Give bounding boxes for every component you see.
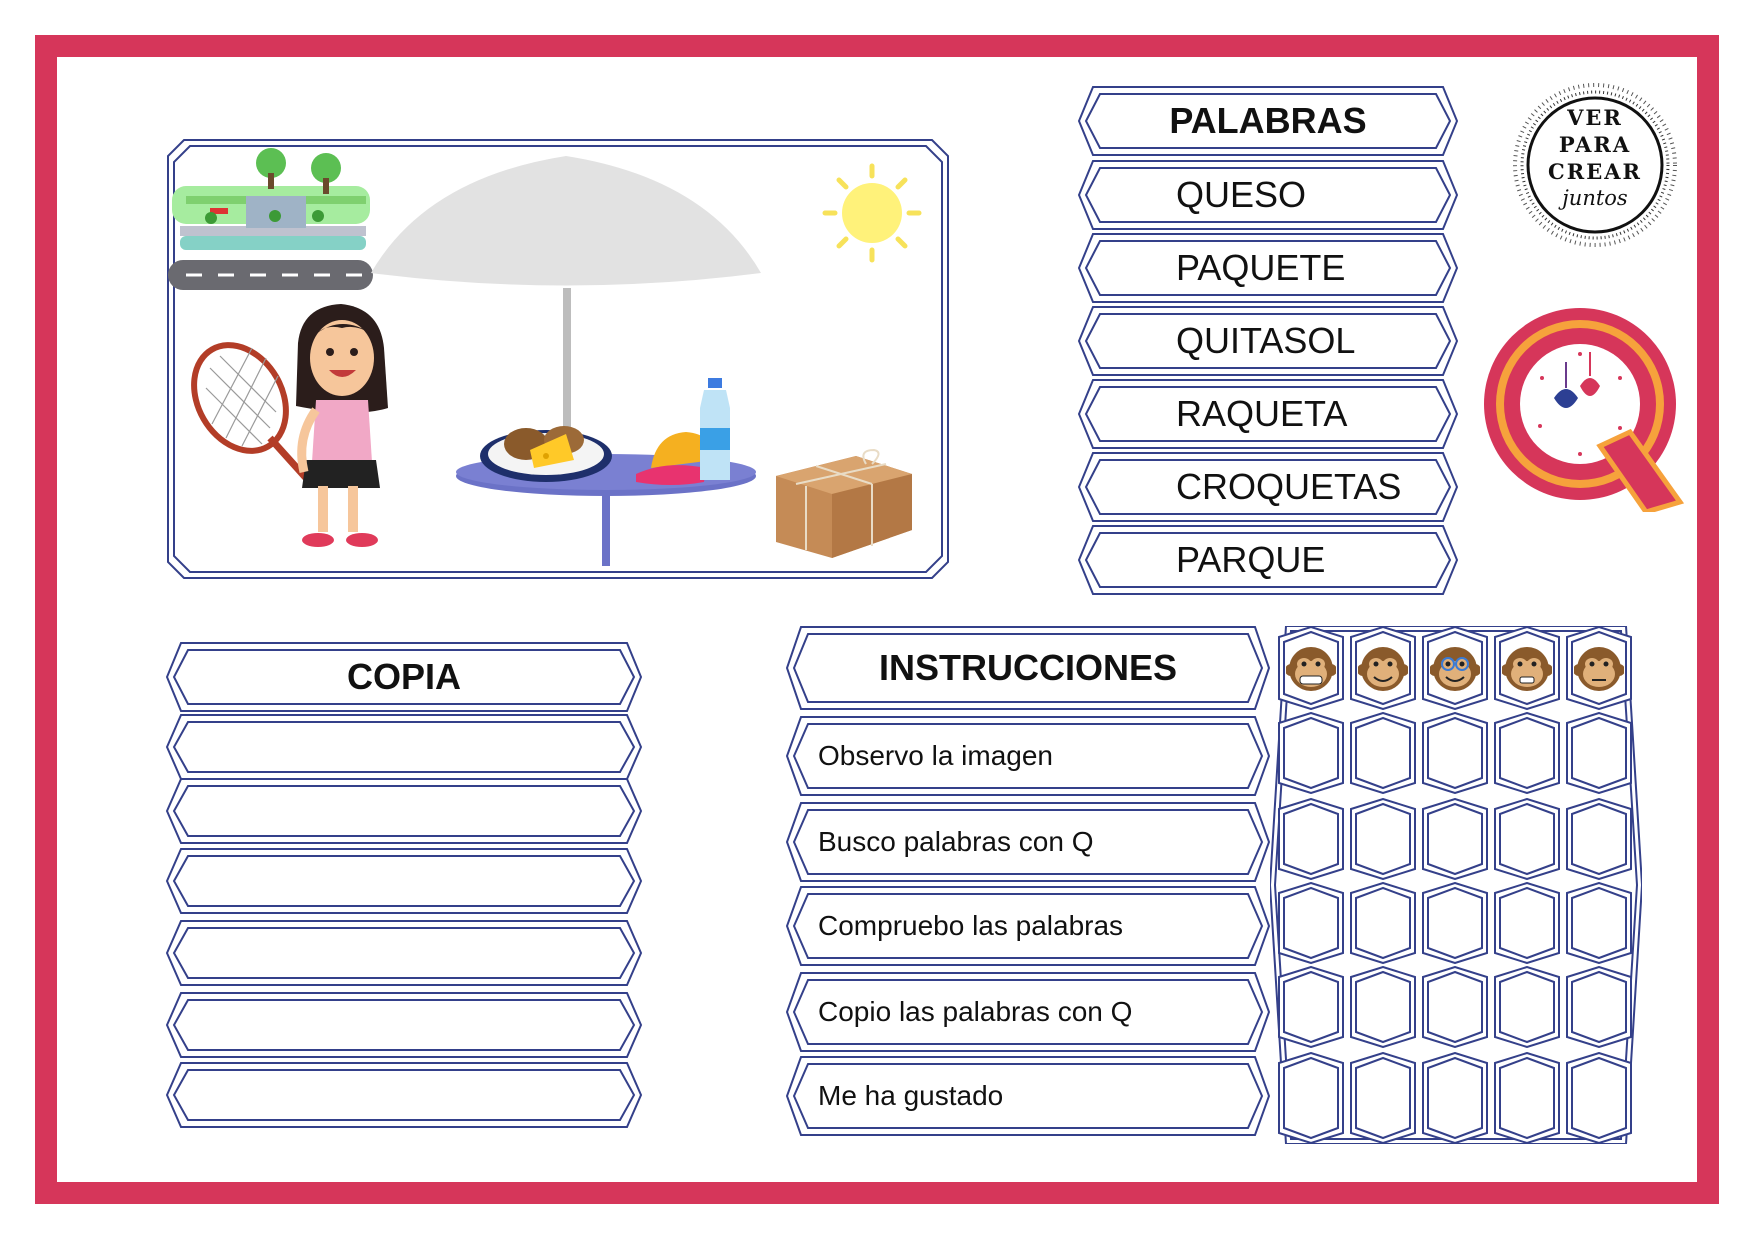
rating-checkbox[interactable] <box>1494 882 1560 964</box>
copia-write-line[interactable] <box>166 778 642 844</box>
instruccion-item <box>786 802 1270 882</box>
palabra-item <box>1078 306 1458 376</box>
rating-checkbox[interactable] <box>1494 1052 1560 1144</box>
rating-checkbox[interactable] <box>1566 798 1632 880</box>
palabras-header <box>1078 86 1458 156</box>
rating-header-cell <box>1278 626 1344 710</box>
glasses-monkey-icon <box>1430 644 1480 699</box>
rating-checkbox[interactable] <box>1278 712 1344 794</box>
copia-write-line[interactable] <box>166 714 642 780</box>
instruccion-item <box>786 972 1270 1052</box>
instruccion-item <box>786 716 1270 796</box>
logo-line-3: CREAR <box>1548 159 1642 184</box>
rating-checkbox[interactable] <box>1278 966 1344 1048</box>
logo-line-2: PARA <box>1558 132 1632 157</box>
park-icon <box>168 148 373 290</box>
palabras-header-label: PALABRAS <box>1169 100 1367 141</box>
rating-checkbox[interactable] <box>1278 882 1344 964</box>
instruccion-item <box>786 886 1270 966</box>
palabra-item-label: PARQUE <box>1176 539 1326 580</box>
instruccion-item-label: Me ha gustado <box>818 1080 1004 1111</box>
scene-illustration <box>166 138 950 580</box>
copia-write-line[interactable] <box>166 992 642 1058</box>
rating-checkbox[interactable] <box>1422 966 1488 1048</box>
instruccion-item-label: Compruebo las palabras <box>818 910 1124 941</box>
rating-checkbox[interactable] <box>1422 798 1488 880</box>
copia-write-line[interactable] <box>166 1062 642 1128</box>
rating-checkbox[interactable] <box>1494 712 1560 794</box>
copia-write-line[interactable] <box>166 920 642 986</box>
palabra-item <box>1078 452 1458 522</box>
logo-line-1: VER <box>1567 105 1623 130</box>
instruccion-item-label: Observo la imagen <box>818 740 1054 771</box>
copia-header <box>166 642 642 712</box>
instrucciones-header-label: INSTRUCCIONES <box>878 647 1178 688</box>
rating-checkbox[interactable] <box>1494 798 1560 880</box>
rating-checkbox[interactable] <box>1350 712 1416 794</box>
rating-header-cell <box>1350 626 1416 710</box>
rating-header-cell <box>1422 626 1488 710</box>
rating-checkbox[interactable] <box>1278 798 1344 880</box>
nervous-monkey-icon <box>1502 644 1552 699</box>
palabra-item-label: CROQUETAS <box>1176 466 1402 507</box>
sun-icon <box>825 166 919 260</box>
logo-line-4: juntos <box>1562 186 1628 210</box>
girl-tennis-icon <box>176 304 388 547</box>
rating-checkbox[interactable] <box>1566 966 1632 1048</box>
rating-checkbox[interactable] <box>1422 712 1488 794</box>
rating-checkbox[interactable] <box>1494 966 1560 1048</box>
palabra-item <box>1078 233 1458 303</box>
rating-checkbox[interactable] <box>1350 966 1416 1048</box>
copia-write-line[interactable] <box>166 848 642 914</box>
instruccion-item <box>786 1056 1270 1136</box>
letter-q-badge <box>1480 306 1686 512</box>
rating-checkbox[interactable] <box>1566 1052 1632 1144</box>
rating-header-cell <box>1494 626 1560 710</box>
instruccion-item-label: Busco palabras con Q <box>818 826 1094 857</box>
package-icon <box>776 450 912 558</box>
rating-checkbox[interactable] <box>1350 882 1416 964</box>
instrucciones-header <box>786 626 1270 710</box>
rating-header-cell <box>1566 626 1632 710</box>
rating-checkbox[interactable] <box>1278 1052 1344 1144</box>
instruccion-item-label: Copio las palabras con Q <box>818 996 1133 1027</box>
copia-header-label: COPIA <box>346 656 461 697</box>
palabra-item <box>1078 379 1458 449</box>
palabra-item <box>1078 160 1458 230</box>
palabra-item-label: QUITASOL <box>1176 320 1356 361</box>
rating-checkbox[interactable] <box>1350 798 1416 880</box>
rating-checkbox[interactable] <box>1422 1052 1488 1144</box>
palabra-item-label: QUESO <box>1176 174 1307 215</box>
neutral-monkey-icon <box>1574 644 1624 699</box>
grinning-monkey-icon <box>1286 644 1336 699</box>
rating-checkbox[interactable] <box>1422 882 1488 964</box>
rating-checkbox[interactable] <box>1350 1052 1416 1144</box>
palabra-item-label: PAQUETE <box>1176 247 1346 288</box>
rating-checkbox[interactable] <box>1566 712 1632 794</box>
logo <box>1512 82 1678 248</box>
palabra-item <box>1078 525 1458 595</box>
rating-checkbox[interactable] <box>1566 882 1632 964</box>
smiling-monkey-icon <box>1358 644 1408 699</box>
food-plate-icon <box>480 426 612 482</box>
water-bottle-icon <box>700 378 730 480</box>
palabra-item-label: RAQUETA <box>1176 393 1348 434</box>
rating-grid <box>1270 626 1642 1144</box>
